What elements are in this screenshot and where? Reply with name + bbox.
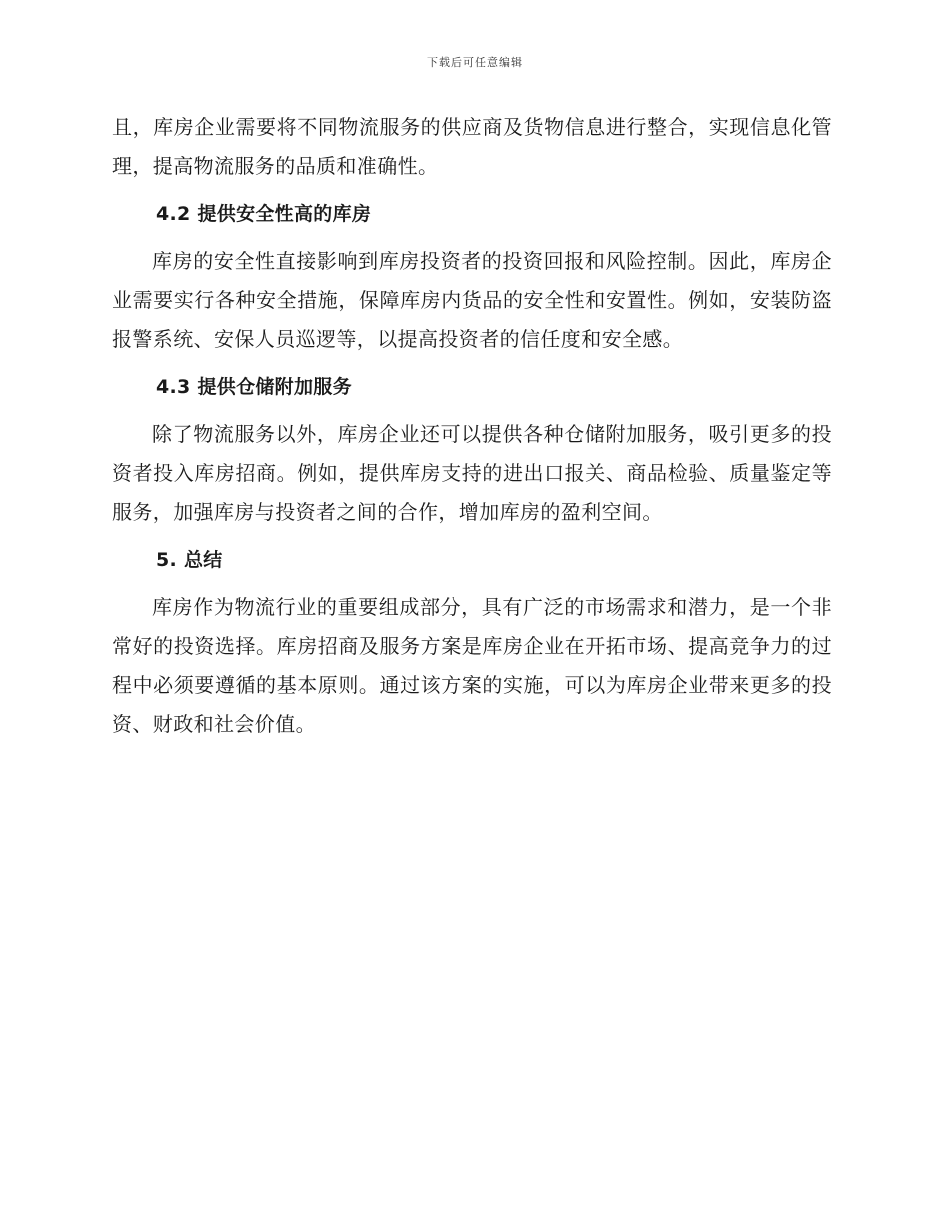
page-header-note: 下载后可任意编辑 <box>427 56 523 69</box>
section-heading: 4.2 提供安全性高的库房 <box>156 203 372 225</box>
continuation-paragraph: 且，库房企业需要将不同物流服务的供应商及货物信息进行整合，实现信息化管理，提高物流服务的品质和准确性。 <box>112 115 832 178</box>
section-4-2 <box>112 200 832 359</box>
section-heading: 4.3 提供仓储附加服务 <box>156 376 352 398</box>
section-paragraph: 除了物流服务以外，库房企业还可以提供各种仓储附加服务，吸引更多的投资者投入库房招商。例如，提供库房支持的进出口报关、商品检验、质量鉴定等服务，加强库房与投资者之间的合作，增加库房的盈利空间。 <box>112 422 832 524</box>
section-5-summary <box>112 546 832 744</box>
section-paragraph: 库房作为物流行业的重要组成部分，具有广泛的市场需求和潜力，是一个非常好的投资选择。库房招商及服务方案是库房企业在开拓市场、提高竞争力的过程中必须要遵循的基本原则。通过该方案的实施，可以为库房企业带来更多的投资、财政和社会价值。 <box>112 595 832 736</box>
section-paragraph: 库房的安全性直接影响到库房投资者的投资回报和风险控制。因此，库房企业需要实行各种安全措施，保障库房内货品的安全性和安置性。例如，安装防盗报警系统、安保人员巡逻等，以提高投资者的信任度和安全感。 <box>112 249 832 351</box>
section-heading: 5. 总结 <box>156 549 223 571</box>
document-body <box>112 108 832 758</box>
section-4-3 <box>112 373 832 532</box>
